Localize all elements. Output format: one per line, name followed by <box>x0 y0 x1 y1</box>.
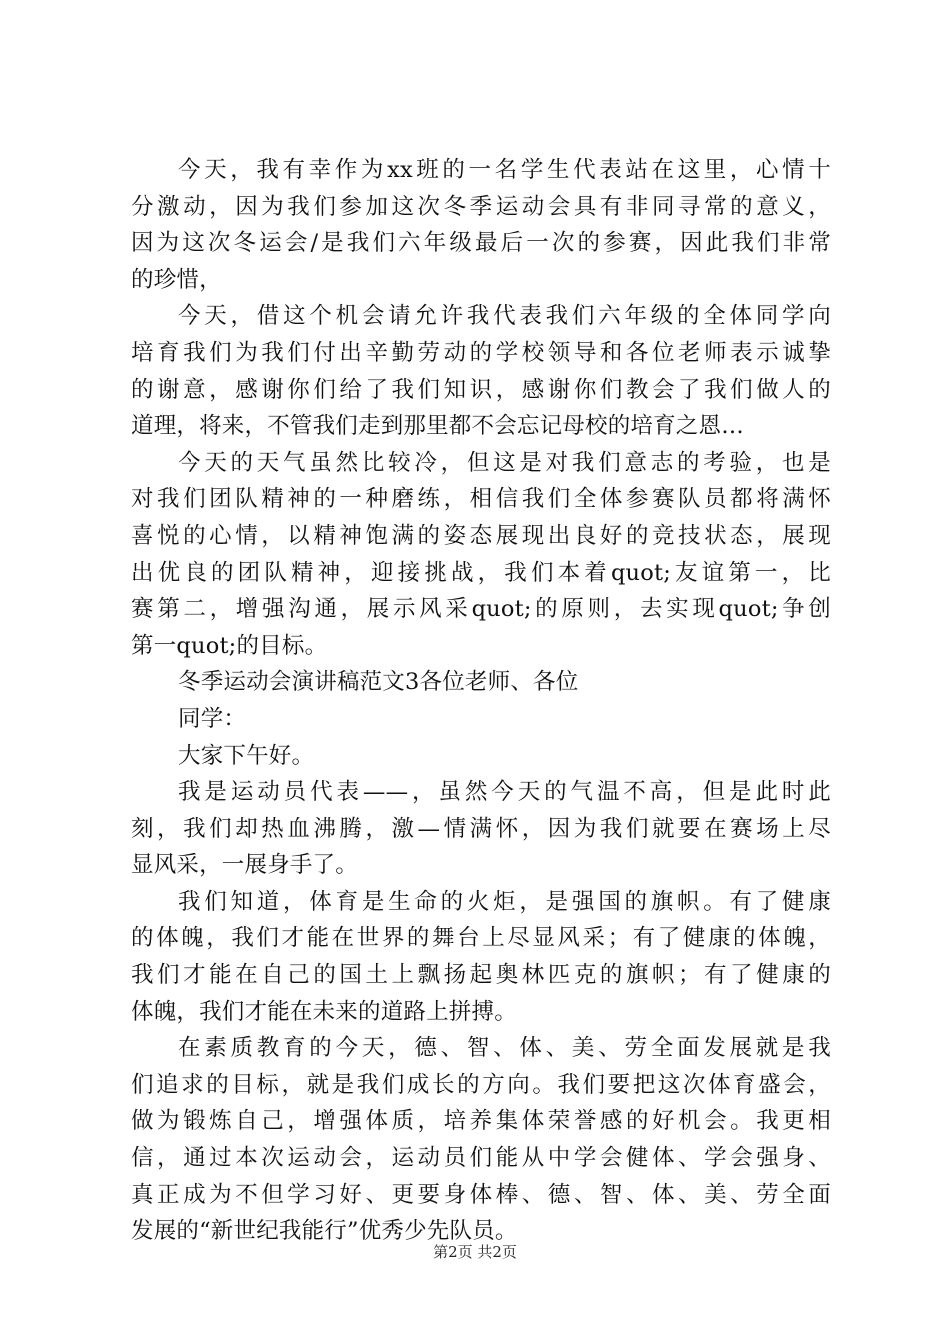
text-line: 真正成为不但学习好、更要身体棒、德、智、体、美、劳全面 <box>131 1181 831 1208</box>
text-line: 出优良的团队精神，迎接挑战，我们本着quot;友谊第一，比 <box>131 559 831 586</box>
text-line: 发展的“新世纪我能行”优秀少先队员。 <box>131 1218 518 1245</box>
text-line: 在素质教育的今天，德、智、体、美、劳全面发展就是我 <box>178 1035 831 1062</box>
text-line: 对我们团队精神的一种磨练，相信我们全体参赛队员都将满怀 <box>131 486 831 513</box>
text-line: 冬季运动会演讲稿范文3各位老师、各位 <box>178 669 579 696</box>
text-line: 今天，借这个机会请允许我代表我们六年级的全体同学向 <box>178 303 831 330</box>
text-line: 同学： <box>178 705 247 732</box>
text-line: 体魄，我们才能在未来的道路上拼搏。 <box>131 998 517 1025</box>
text-line: 刻，我们却热血沸腾，激—情满怀，因为我们就要在赛场上尽 <box>131 815 831 842</box>
text-line: 的珍惜， <box>131 266 222 293</box>
text-line: 培育我们为我们付出辛勤劳动的学校领导和各位老师表示诚挚 <box>131 339 831 366</box>
text-line: 喜悦的心情，以精神饱满的姿态展现出良好的竞技状态，展现 <box>131 522 831 549</box>
text-line: 信，通过本次运动会，运动员们能从中学会健体、学会强身、 <box>131 1145 831 1172</box>
text-line: 分激动，因为我们参加这次冬季运动会具有非同寻常的意义， <box>131 193 831 220</box>
text-line: 赛第二，增强沟通，展示风采quot;的原则，去实现quot;争创 <box>131 596 831 623</box>
text-line: 我们知道，体育是生命的火炬，是强国的旗帜。有了健康 <box>178 888 831 915</box>
text-line: 做为锻炼自己，增强体质，培养集体荣誉感的好机会。我更相 <box>131 1108 831 1135</box>
text-line: 我是运动员代表——，虽然今天的气温不高，但是此时此 <box>178 779 831 806</box>
text-line: 今天，我有幸作为xx班的一名学生代表站在这里，心情十 <box>178 157 831 183</box>
text-line: 我们才能在自己的国土上飘扬起奥林匹克的旗帜；有了健康的 <box>131 962 831 989</box>
text-line: 显风采，一展身手了。 <box>131 852 359 879</box>
text-line: 今天的天气虽然比较冷，但这是对我们意志的考验，也是 <box>178 449 831 476</box>
text-line: 第一quot;的目标。 <box>131 632 328 659</box>
text-line: 们追求的目标，就是我们成长的方向。我们要把这次体育盛会， <box>131 1071 831 1098</box>
text-line: 道理，将来，不管我们走到那里都不会忘记母校的培育之恩… <box>131 413 744 440</box>
text-line: 的谢意，感谢你们给了我们知识，感谢你们教会了我们做人的 <box>131 376 831 403</box>
text-line: 大家下午好。 <box>178 742 315 769</box>
document-body <box>131 152 831 1250</box>
text-line: 的体魄，我们才能在世界的舞台上尽显风采；有了健康的体魄， <box>131 925 831 952</box>
text-line: 因为这次冬运会/是我们六年级最后一次的参赛，因此我们非常 <box>131 230 831 257</box>
page-footer: 第2页 共2页 <box>433 1243 517 1261</box>
